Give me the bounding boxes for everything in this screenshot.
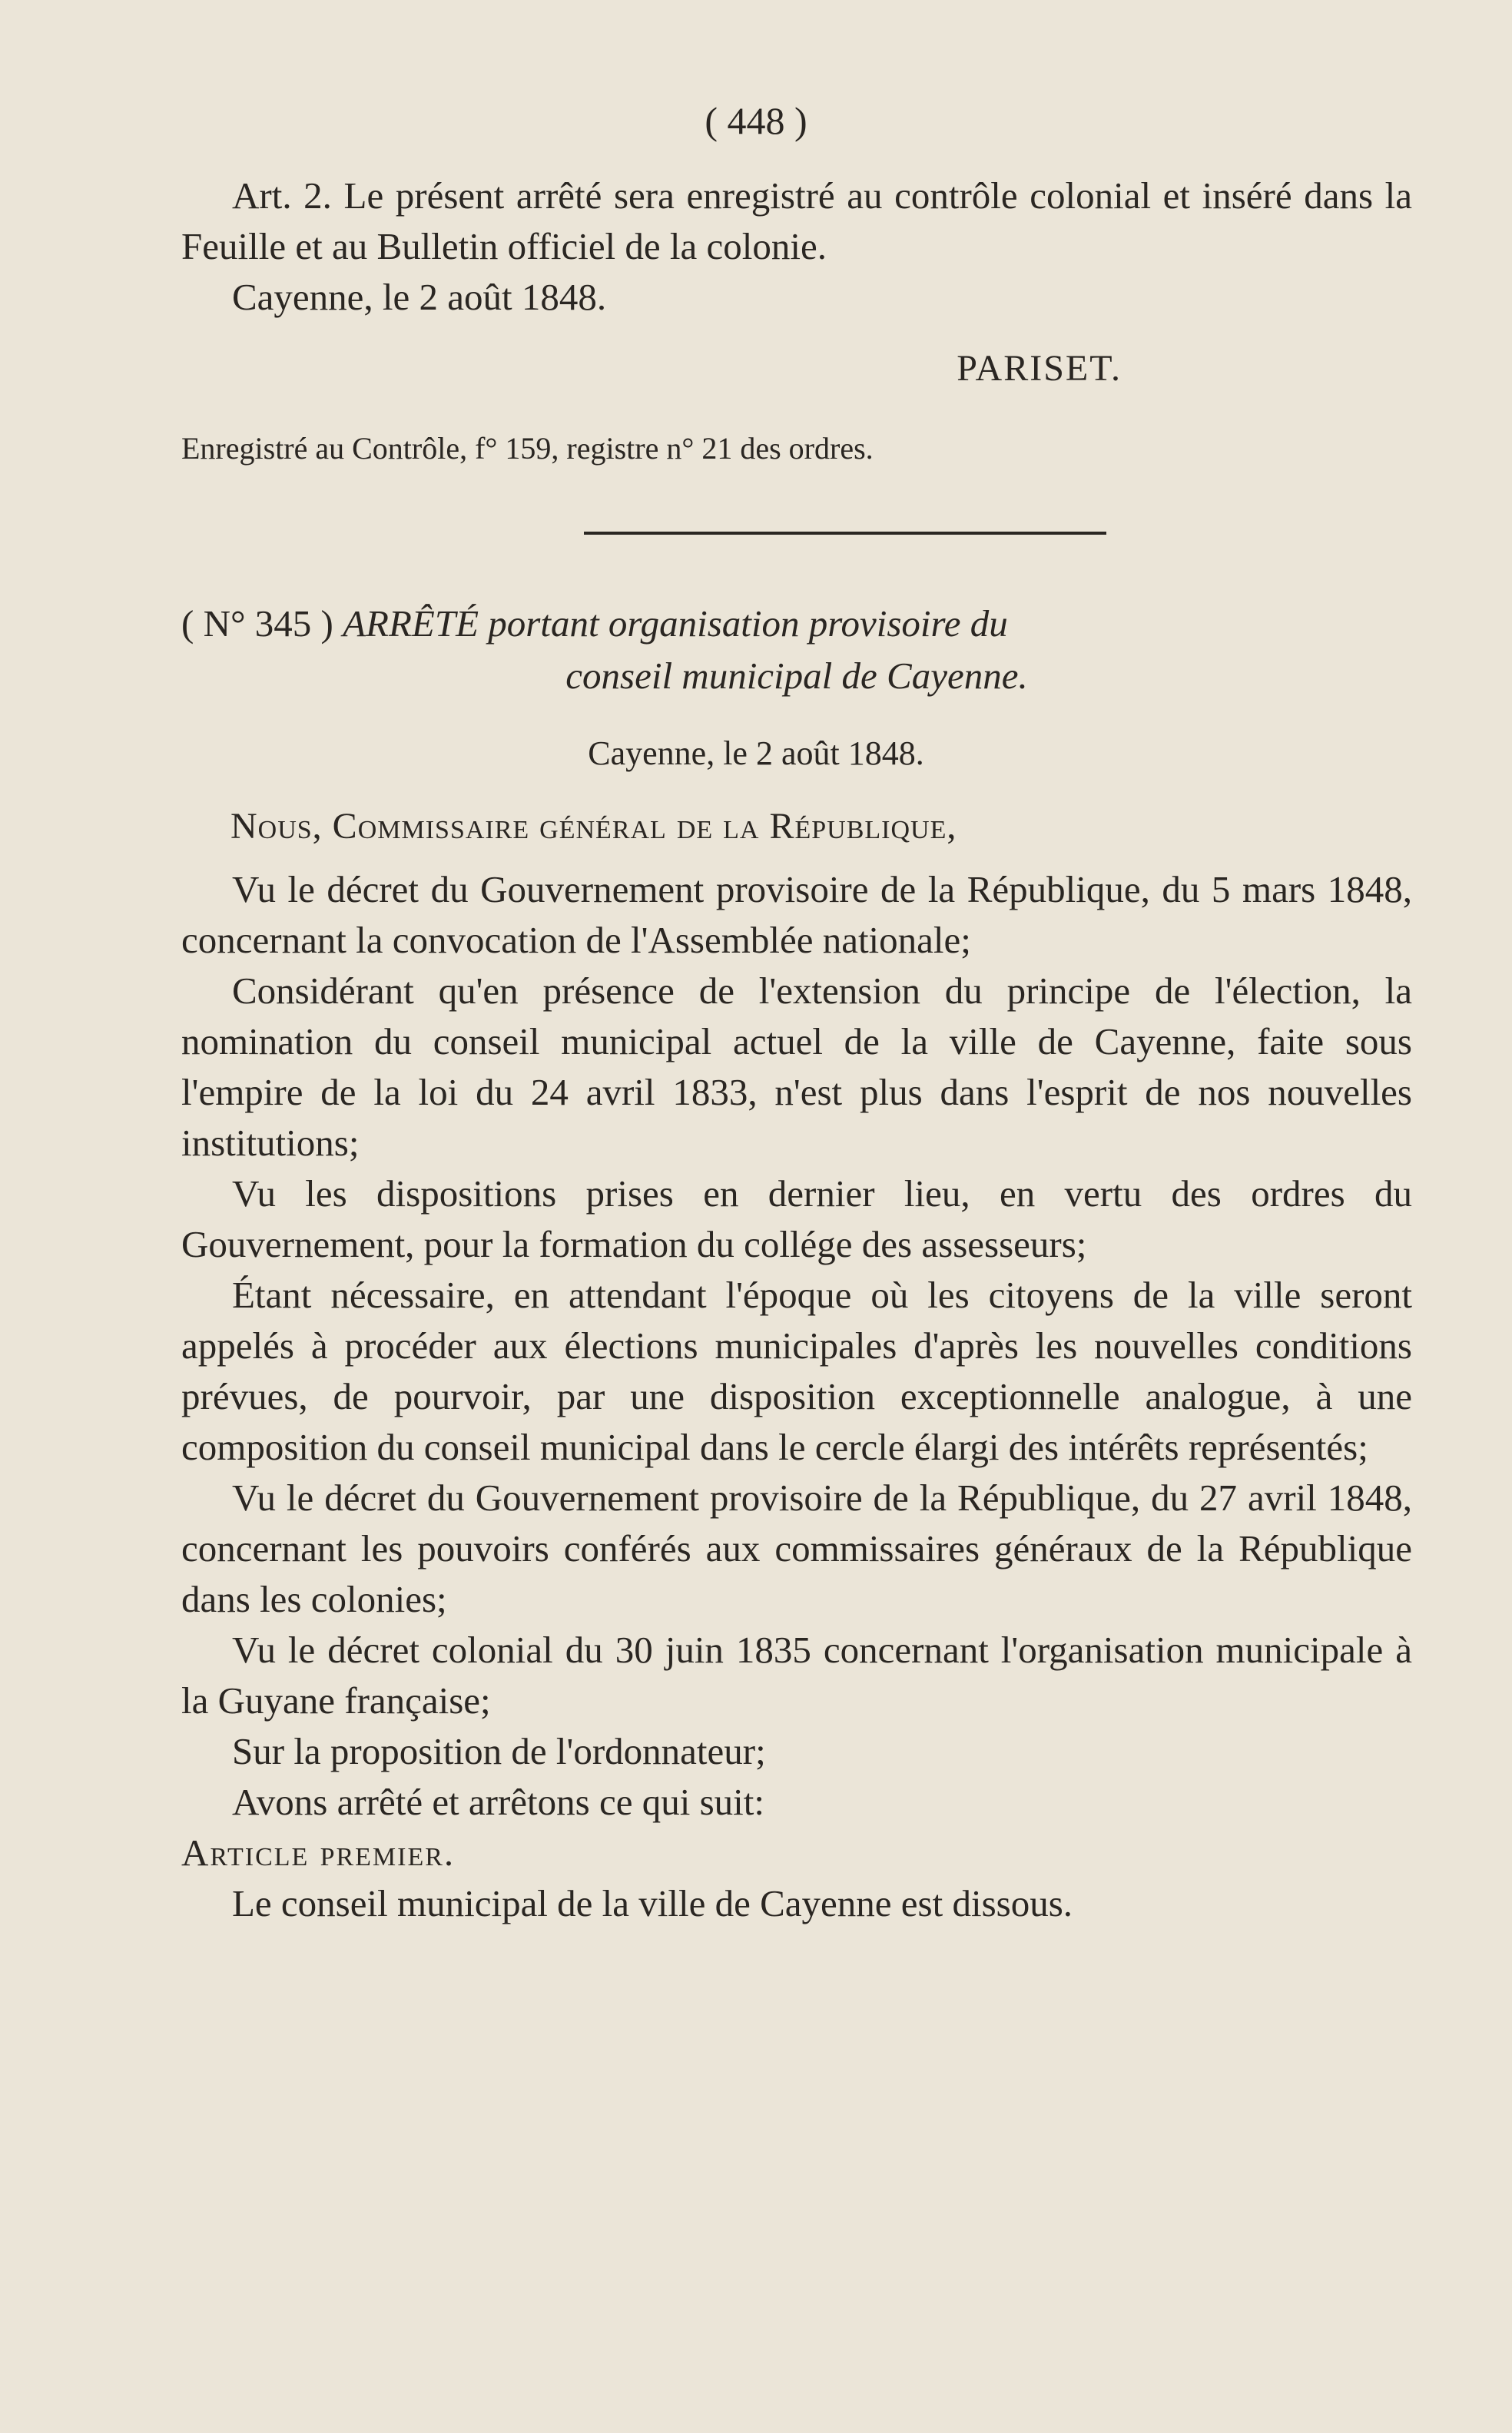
decree-title-line-2: conseil municipal de Cayenne. <box>565 655 1028 697</box>
page-number: ( 448 ) <box>705 99 807 142</box>
article-heading: Article premier. <box>181 1831 456 1874</box>
article-2 <box>181 171 1412 323</box>
signature: PARISET. <box>957 348 1122 389</box>
considerant-3: Vu les dispositions prises en dernier lieu, en vertu des ordres du Gouvernement, pour la formation du collége des assesseurs; <box>181 1172 1412 1265</box>
decree-body <box>181 864 1412 1929</box>
article-2-text: Art. 2. Le présent arrêté sera enregistré au contrôle colonial et inséré dans la Feuille et au Bulletin officiel de la colonie. <box>181 174 1412 267</box>
decree-number: ( N° 345 ) <box>181 602 333 645</box>
separator-rule <box>584 532 1106 535</box>
considerant-8: Avons arrêté et arrêtons ce qui suit: <box>232 1781 765 1823</box>
nous-heading: Nous, Commissaire général de la République, <box>230 806 957 847</box>
considerant-4: Étant nécessaire, en attendant l'époque où les citoyens de la ville seront appelés à procéder aux élections municipales d'après les nouvelles conditions prévues, de pourvoir, par une disposition exceptionnelle analogue, à une composition du conseil municipal dans le cercle élargi des intérêts représentés; <box>181 1274 1412 1468</box>
article-text: Le conseil municipal de la ville de Cayenne est dissous. <box>232 1882 1073 1924</box>
decree-title <box>181 598 1412 702</box>
considerant-5: Vu le décret du Gouvernement provisoire de la République, du 27 avril 1848, concernant les pouvoirs conférés aux commissaires généraux de la République dans les colonies; <box>181 1477 1412 1620</box>
decree-date: Cayenne, le 2 août 1848. <box>588 734 924 772</box>
considerant-1: Vu le décret du Gouvernement provisoire de la République, du 5 mars 1848, concernant la convocation de l'Assemblée nationale; <box>181 868 1412 961</box>
place-date: Cayenne, le 2 août 1848. <box>232 276 607 318</box>
registration-note: Enregistré au Contrôle, f° 159, registre n° 21 des ordres. <box>181 431 874 466</box>
considerant-7: Sur la proposition de l'ordonnateur; <box>232 1730 766 1772</box>
decree-title-line-1: ARRÊTÉ portant organisation provisoire du <box>343 602 1008 645</box>
considerant-6: Vu le décret colonial du 30 juin 1835 concernant l'organisation municipale à la Guyane française; <box>181 1629 1412 1722</box>
considerant-2: Considérant qu'en présence de l'extension du principe de l'élection, la nomination du conseil municipal actuel de la ville de Cayenne, faite sous l'empire de la loi du 24 avril 1833, n'est plus dans l'esprit de nos nouvelles institutions; <box>181 970 1412 1164</box>
